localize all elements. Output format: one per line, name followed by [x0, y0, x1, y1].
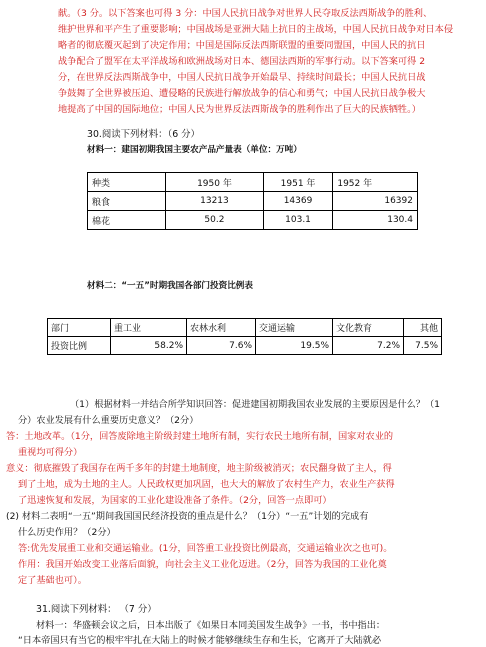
table-cell: 1950 年	[166, 173, 264, 192]
sub1-answer-line: 重视均可得分）	[18, 447, 83, 458]
table-cell: 7.5%	[404, 337, 442, 355]
table-cell: 58.2%	[111, 337, 187, 355]
sub1-question-line: （1）根据材料一并结合所学知识回答：促进建国初期我国农业发展的主要原因是什么？（1	[70, 399, 441, 410]
table-cell: 50.2	[166, 211, 264, 230]
table-cell: 农林水利	[187, 319, 256, 337]
table-cell: 19.5%	[256, 337, 333, 355]
table-cell: 103.1	[263, 211, 333, 230]
answer-line: 战争配合了盟军在太平洋战场和欧洲战场对日本、德国法西斯的军事行动。以下答案可得 2	[58, 56, 426, 67]
table-cell: 其他	[404, 319, 442, 337]
answer-line: 分，在世界反法西斯战争中，中国人民抗日战争开始最早、持续时间最长；中国人民抗日战	[58, 72, 426, 83]
table-cell: 棉花	[88, 211, 166, 230]
table-cell: 130.4	[333, 211, 418, 230]
sub2-answer-line: 作用：我国开始改变工业落后面貌，向社会主义工业化迈进。（2分，回答为我国的工业化奠	[18, 559, 387, 570]
q31-heading: 31.阅读下列材料： （7 分）	[36, 604, 157, 615]
table-cell: 投资比例	[48, 337, 111, 355]
q30-material1-title: 材料一：建国初期我国主要农产品产量表（单位：万吨）	[87, 145, 302, 155]
table-row	[48, 337, 442, 355]
answer-line: 争鼓舞了全世界被压迫、遭侵略的民族进行解放战争的信心和勇气；中国人民抗日战争极大	[58, 88, 426, 99]
sub2-answer-line: 答:优先发展重工业和交通运输业。(1分，回答重工业投资比例最高，交通运输业次之也可)。	[18, 543, 393, 554]
answer-line: 献。（3 分。以下答案也可得 3 分：中国人民抗日战争对世界人民夺取反法西斯战争的胜利、	[58, 8, 433, 19]
q31-material-line: “日本帝国只有当它的根牢牢扎在大陆上的时候才能够继续生存和生长，它离开了大陆就必	[18, 635, 382, 646]
table-cell: 7.6%	[187, 337, 256, 355]
table-row	[88, 211, 418, 230]
sub1-answer-line: 了迅速恢复和发展，为国家的工业化建设准备了条件。（2分，回答一点即可）	[18, 495, 332, 506]
table-row	[88, 192, 418, 211]
sub2-answer-line: 定了基础也可）。	[18, 575, 87, 586]
table-cell: 7.2%	[333, 337, 404, 355]
table-cell: 交通运输	[256, 319, 333, 337]
table-header-row	[48, 319, 442, 337]
answer-line: 地提高了中国的国际地位；中国人民为世界反法西斯战争的胜利作出了巨大的民族牺牲。）	[58, 104, 421, 115]
investment-table	[47, 318, 442, 355]
q31-material-line: 材料一：华盛顿会议之后，日本出版了《如果日本同美国发生战争》一书，书中指出：	[36, 620, 386, 631]
table-cell: 1952 年	[333, 173, 418, 192]
table-cell: 1951 年	[263, 173, 333, 192]
production-table	[87, 172, 418, 230]
table-cell: 13213	[166, 192, 264, 211]
sub1-answer-line: 答：土地改革。（1分，回答废除地主阶级封建土地所有制，实行农民土地所有制，国家对农业的	[6, 431, 394, 442]
answer-line: 维护世界和平产生了重要影响；中国战场是亚洲大陆上抗日的主战场，中国人民抗日战争对日本侵	[58, 24, 454, 35]
table-cell: 粮食	[88, 192, 166, 211]
q30-material2-title: 材料二：“一五”时期我国各部门投资比例表	[87, 281, 253, 291]
table-cell: 种类	[88, 173, 166, 192]
table-cell: 文化教育	[333, 319, 404, 337]
table-cell: 重工业	[111, 319, 187, 337]
q30-heading: 30.阅读下列材料：（6 分）	[87, 129, 200, 140]
sub1-answer-line: 到了土地，成为土地的主人。人民政权更加巩固，也大大的解放了农村生产力，农业生产获得	[18, 479, 395, 490]
table-header-row	[88, 173, 418, 192]
table-cell: 16392	[333, 192, 418, 211]
sub2-question-line: 什么历史作用？（2分）	[18, 527, 116, 538]
sub1-answer-line: 意义：彻底摧毁了我国存在两千多年的封建土地制度，地主阶级被消灭；农民翻身做了主人，得	[6, 463, 392, 474]
sub1-question-line: 分）农业发展有什么重要历史意义？（2分）	[18, 415, 199, 426]
answer-line: 略者的彻底覆灭起到了决定作用；中国是国际反法西斯联盟的重要同盟国，中国人民的抗日	[58, 40, 426, 51]
table-cell: 部门	[48, 319, 111, 337]
table-cell: 14369	[263, 192, 333, 211]
sub2-question-line: (2) 材料二表明“一五”期间我国国民经济投资的重点是什么？（1分）“一五”计划的完成有	[6, 511, 369, 522]
